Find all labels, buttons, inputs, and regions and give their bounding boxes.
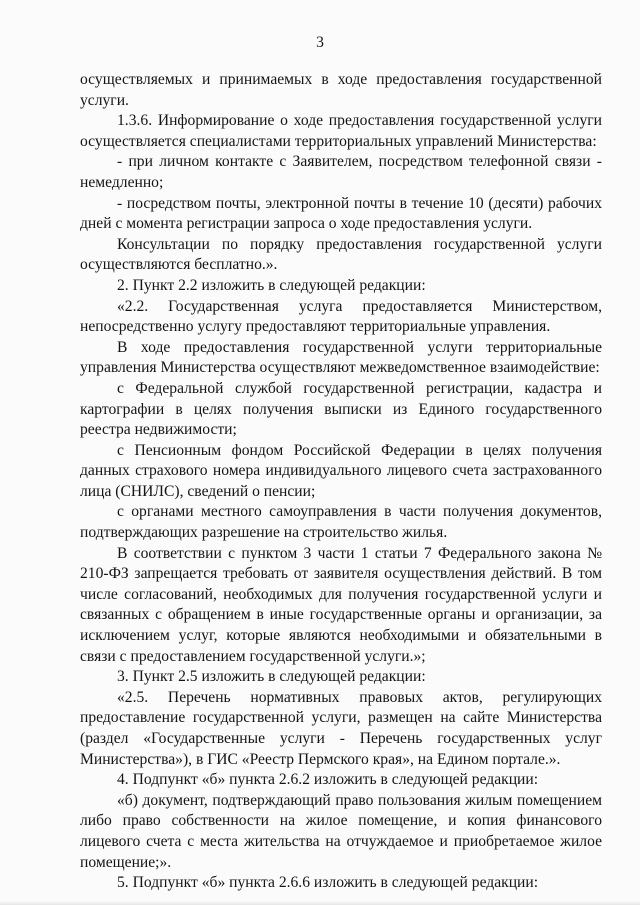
paragraph: с органами местного самоуправления в части получения документов, подтверждающих разрешение на строительство жилья. (80, 503, 602, 542)
document-body (80, 70, 602, 894)
paragraph: 3. Пункт 2.5 изложить в следующей редакции: (117, 668, 426, 686)
paragraph: В ходе предоставления государственной услуги территориальные управления Министерства осуществляют межведомственное взаимодействие: (80, 338, 602, 377)
paragraph: 5. Подпункт «б» пункта 2.6.6 изложить в следующей редакции: (117, 874, 539, 892)
paragraph: 2. Пункт 2.2 изложить в следующей редакции: (117, 276, 426, 294)
paragraph: - при личном контакте с Заявителем, посредством телефонной связи - немедленно; (80, 153, 602, 191)
paragraph: с Федеральной службой государственной регистрации, кадастра и картографии в целях получения выписки из Единого государственного реестра недвижимости; (80, 379, 602, 439)
paragraph: «2.2. Государственная услуга предоставляется Министерством, непосредственно услугу предоставляют территориальные управления. (80, 297, 602, 336)
paragraph: - посредством почты, электронной почты в течение 10 (десяти) рабочих дней с момента регистрации запроса о ходе предоставления услуги. (80, 194, 602, 233)
paragraph: «б) документ, подтверждающий право пользования жилым помещением либо право собственности на жилое помещение, и копия финансового лицевого счета с места жительства на отчуждаемое и приобретаемое жилое помещение;». (80, 791, 602, 871)
page-number: 3 (316, 34, 324, 51)
paragraph: Консультации по порядку предоставления государственной услуги осуществляются бесплатно.». (80, 235, 602, 274)
paragraph: 4. Подпункт «б» пункта 2.6.2 изложить в следующей редакции: (117, 771, 539, 789)
paragraph: «2.5. Перечень нормативных правовых актов, регулирующих предоставление государственной услуги, размещен на сайте Министерства (раздел «Государственные услуги - Перечень государственных услуг Министерства»), в ГИС «Реестр Пермского края», на Едином портале.». (80, 688, 602, 768)
paragraph: В соответствии с пунктом 3 части 1 статьи 7 Федерального закона № 210-ФЗ запрещается требовать от заявителя осуществления действий. В том числе согласований, необходимых для получения государственной услуги и связанных с обращением в иные государственные органы и организации, за исключением услуг, которые являются необходимыми и обязательными в связи с предоставлением государственной услуги.»; (80, 544, 602, 665)
scan-bottom-edge (0, 901, 640, 905)
paragraph: осуществляемых и принимаемых в ходе предоставления государственной услуги. (80, 71, 602, 109)
paragraph: 1.3.6. Информирование о ходе предоставления государственной услуги осуществляется специалистами территориальных управлений Министерства: (80, 112, 602, 150)
paragraph: с Пенсионным фондом Российской Федерации в целях получения данных страхового номера индивидуального лицевого счета застрахованного лица (СНИЛС), сведений о пенсии; (80, 441, 602, 500)
